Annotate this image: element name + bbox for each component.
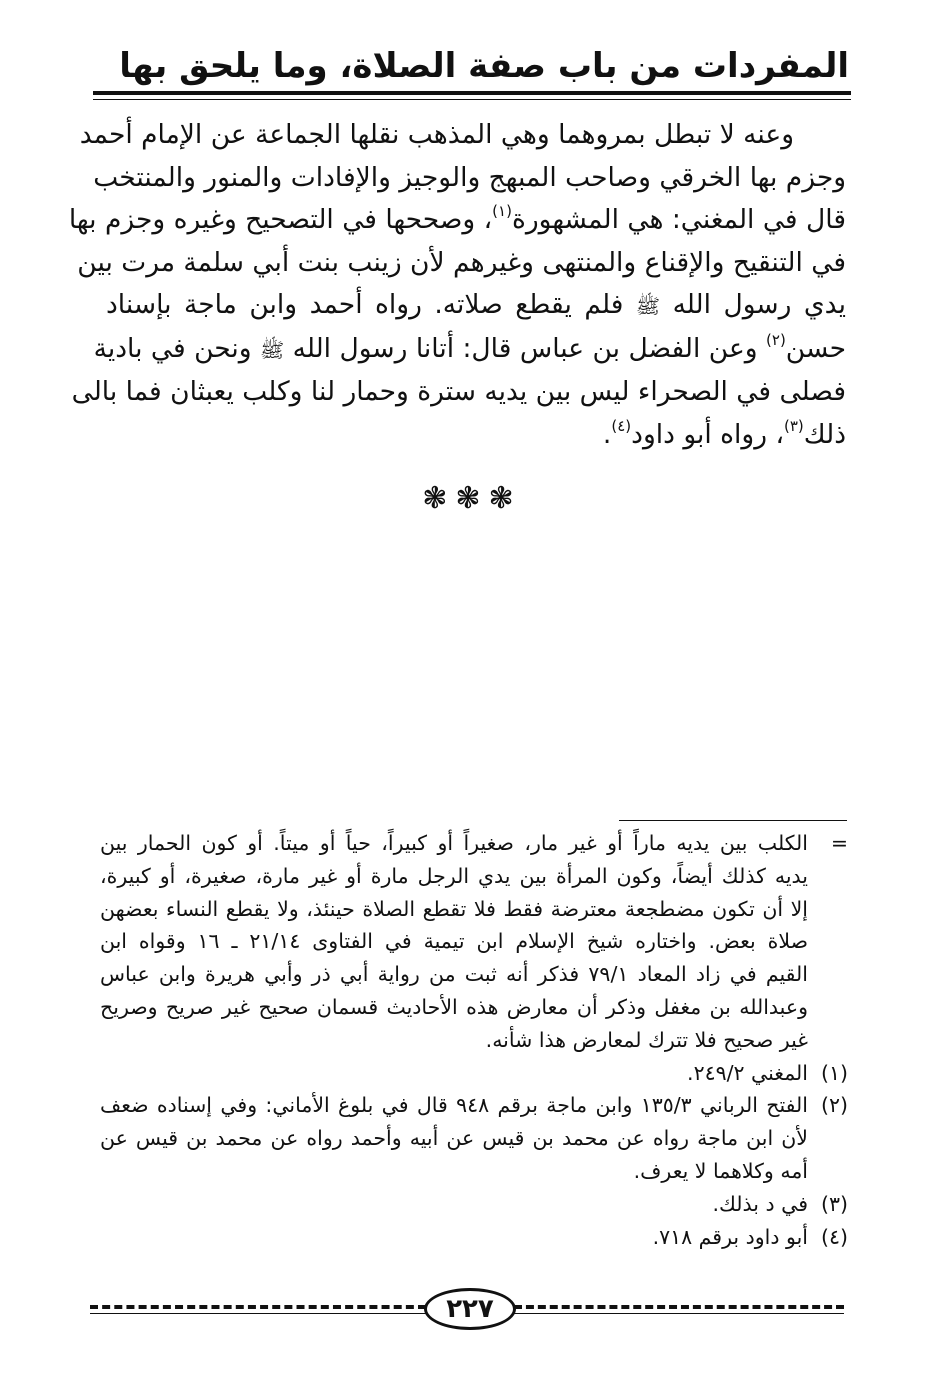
footnote-continuation-marker: =: [830, 831, 848, 855]
footnote-line: وعبدالله بن مغفل وذكر أن معارض هذه الأحاديث قسمان صحيح غير صريح وصريح: [100, 994, 808, 1019]
footnote-continuation: [100, 827, 848, 1057]
footnote-2: [100, 1089, 848, 1187]
main-text: [68, 114, 846, 456]
footnote-line: إلا أن تكون مضطجعة معترضة فقط فلا تقطع الصلاة حينئذ، ولا يقطع النساء بعضهن: [100, 896, 808, 921]
main-line-2: وجزم بها الخرقي وصاحب المبهج والوجيز والإفادات والمنور والمنتخب: [93, 161, 846, 193]
page-header-title: المفردات من باب صفة الصلاة، وما يلحق بها: [119, 46, 849, 86]
footnote-line: القيم في زاد المعاد ٧٩/١ فذكر أنه ثبت من رواية أبي ذر وأبي هريرة وابن عباس: [100, 962, 808, 987]
footnote-line: غير صحيح فلا تترك لمعارض هذا شأنه.: [485, 1027, 808, 1052]
footnote-ref-1[interactable]: (١): [492, 202, 512, 220]
main-line-6: [93, 328, 846, 372]
main-line-7: فصلى في الصحراء ليس بين يديه سترة وحمار لنا وكلب يعبثان فما بالى: [71, 376, 846, 407]
footnotes: [100, 827, 848, 1253]
footnote-3: [100, 1188, 848, 1221]
main-line-5-tail: فلم يقطع صلاته. رواه أحمد وابن ماجة بإسناد: [106, 289, 624, 320]
footnote-line: الكلب بين يديه ماراً أو غير مار، صغيراً أو كبيراً، حياً أو ميتاً. أو كون الحمار بين: [100, 831, 808, 855]
footnote-2-marker: (٢): [820, 1093, 848, 1118]
footnote-continuation-text: [100, 827, 808, 1057]
footnote-3-text: في د بذلك.: [712, 1191, 808, 1216]
footnote-2-line: أمه وكلاهما لا يعرف.: [633, 1158, 808, 1183]
salawat-symbol: ﷺ: [260, 337, 285, 362]
main-line-8: [106, 414, 846, 457]
footer-dashed-rule-left: [90, 1305, 426, 1309]
footnote-2-line: الفتح الرباني ١٣٥/٣ وابن ماجة برقم ٩٤٨ قال في بلوغ الأماني: وفي إسناده ضعف: [100, 1093, 808, 1118]
footnote-1-marker: (١): [820, 1060, 848, 1085]
main-line-6-head: حسن: [785, 332, 846, 364]
header-rule-thin: [93, 99, 851, 100]
footnote-separator-rule: [619, 820, 847, 821]
footnote-2-line: لأن ابن ماجة رواه عن محمد بن قيس عن أبيه وأحمد رواه عن محمد بن قيس عن: [100, 1126, 808, 1151]
main-line-1: وعنه لا تبطل بمروهما وهي المذهب نقلها الجماعة عن الإمام أحمد: [79, 119, 794, 150]
salawat-symbol: ﷺ: [635, 294, 661, 318]
footer-dashed-rule-right: [514, 1305, 844, 1309]
footnote-line: صلاة بعض. واختاره شيخ الإسلام ابن تيمية في الفتاوى ٢١/١٤ ـ ١٦ وقواه ابن: [100, 929, 808, 954]
main-line-5-head: يدي رسول الله: [672, 289, 846, 320]
main-line-8-mid: ، رواه أبو داود: [631, 418, 784, 450]
footnote-1-text: المغني ٢٤٩/٢.: [687, 1060, 808, 1085]
footnote-ref-4[interactable]: (٤): [611, 416, 632, 435]
main-line-8-head: ذلك: [803, 418, 846, 450]
footnote-1: [100, 1057, 848, 1090]
footnote-3-marker: (٣): [820, 1191, 848, 1216]
section-separator-stars: ❃❃❃: [422, 481, 522, 516]
footnote-ref-3[interactable]: (٣): [784, 416, 804, 435]
main-line-3-tail: ، وصححها في التصحيح وغيره وجزم بها: [68, 204, 493, 235]
main-line-5: [106, 284, 846, 328]
footnote-line: يديه كذلك أيضاً، وكون المرأة بين يدي الرجل مارة أو غير مارة، صغيرة، أو كبيرة،: [100, 863, 808, 888]
main-line-6-tail: ونحن في بادية: [93, 332, 252, 364]
main-line-4: في التنقيح والإقناع والمنتهى وغيرهم لأن زينب بنت أبي سلمة مرت بين: [77, 246, 846, 278]
footnote-ref-2[interactable]: (٢): [766, 330, 786, 349]
main-line-3: [68, 199, 846, 242]
main-line-6-mid: وعن الفضل بن عباس قال: أتانا رسول الله: [292, 332, 758, 364]
main-line-8-end: .: [602, 418, 612, 450]
page-number: ٢٢٧: [424, 1288, 516, 1330]
main-line-3-head: قال في المغني: هي المشهورة: [511, 204, 846, 235]
footnote-4: [100, 1221, 848, 1254]
footnote-4-marker: (٤): [820, 1224, 848, 1249]
header-rule-thick: [93, 91, 851, 95]
footnote-4-text: أبو داود برقم ٧١٨.: [652, 1224, 808, 1249]
